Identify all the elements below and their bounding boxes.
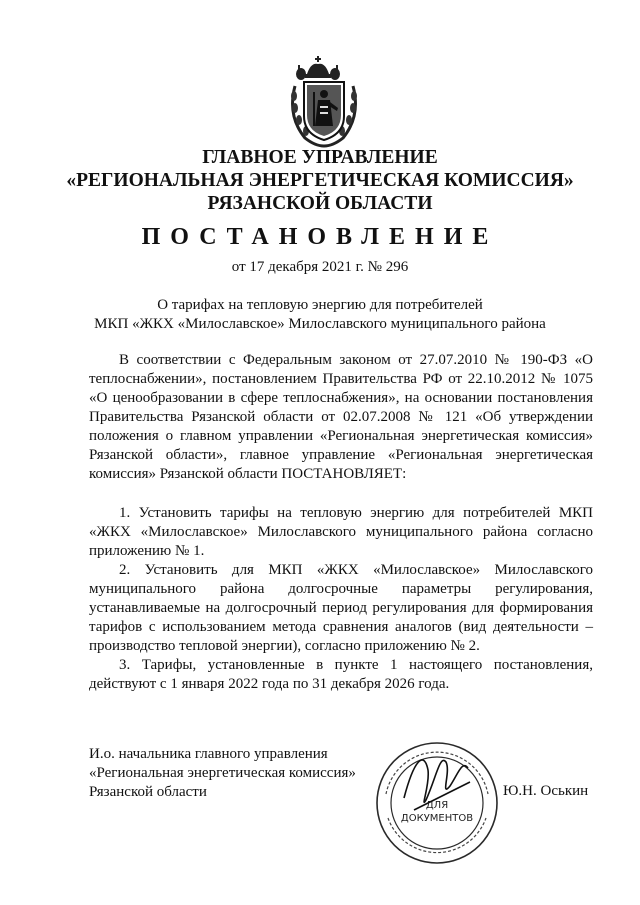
preamble-paragraph: В соответствии с Федеральным законом от 27.07.2010 № 190-ФЗ «О теплоснабжении», постановлением Правительства РФ от 22.10.2012 № 1075 «О ценообразовании в сфере теплоснабжения», на основании постановления Правительства Рязанской области от 02.07.2008 № 121 «Об утверждении положения о главном управлении «Региональная энергетическая комиссия» Рязанской области», главное управление «Региональная энергетическая комиссия» Рязанской области ПОСТАНОВЛЯЕТ:: [89, 352, 593, 482]
signatory-name: Ю.Н. Оськин: [503, 783, 589, 799]
authority-name-line2: «РЕГИОНАЛЬНАЯ ЭНЕРГЕТИЧЕСКАЯ КОМИССИЯ»: [66, 170, 574, 191]
document-date-number: от 17 декабря 2021 г. № 296: [231, 259, 409, 275]
signatory-position-line1: И.о. начальника главного управления: [89, 746, 328, 762]
decree-item-2: 2. Установить для МКП «ЖКХ «Милославское» Милославского муниципального района долгосрочные параметры регулирования, устанавливаемые на долгосрочный период регулирования для формирования тарифов с использованием метода сравнения аналогов (вид деятельности – производство тепловой энергии), согласно приложению № 2.: [89, 562, 593, 654]
official-stamp: [374, 740, 500, 866]
decree-items: [89, 504, 593, 694]
signatory-position: [89, 745, 356, 802]
signatory-position-line2: «Региональная энергетическая комиссия»: [89, 765, 356, 781]
coat-of-arms-emblem: [289, 56, 359, 148]
document-subject: [0, 296, 640, 334]
decree-item-3: 3. Тарифы, установленные в пункте 1 настоящего постановления, действуют с 1 января 2022 года по 31 декабря 2026 года.: [89, 657, 593, 692]
stamp-center-line2: ДОКУМЕНТОВ: [400, 813, 474, 824]
subject-line2: МКП «ЖКХ «Милославское» Милославского муниципального района: [94, 316, 546, 332]
stamp-center-line1: ДЛЯ: [425, 800, 449, 811]
decree-item-1: 1. Установить тарифы на тепловую энергию для потребителей МКП «ЖКХ «Милославское» Милославского муниципального района согласно приложению № 1.: [89, 505, 593, 559]
authority-name-line1: ГЛАВНОЕ УПРАВЛЕНИЕ: [202, 147, 438, 168]
signatory-position-line3: Рязанской области: [89, 784, 207, 800]
authority-name-line3: РЯЗАНСКОЙ ОБЛАСТИ: [207, 193, 433, 214]
document-type-title: ПОСТАНОВЛЕНИЕ: [141, 224, 499, 250]
subject-line1: О тарифах на тепловую энергию для потребителей: [157, 297, 483, 313]
